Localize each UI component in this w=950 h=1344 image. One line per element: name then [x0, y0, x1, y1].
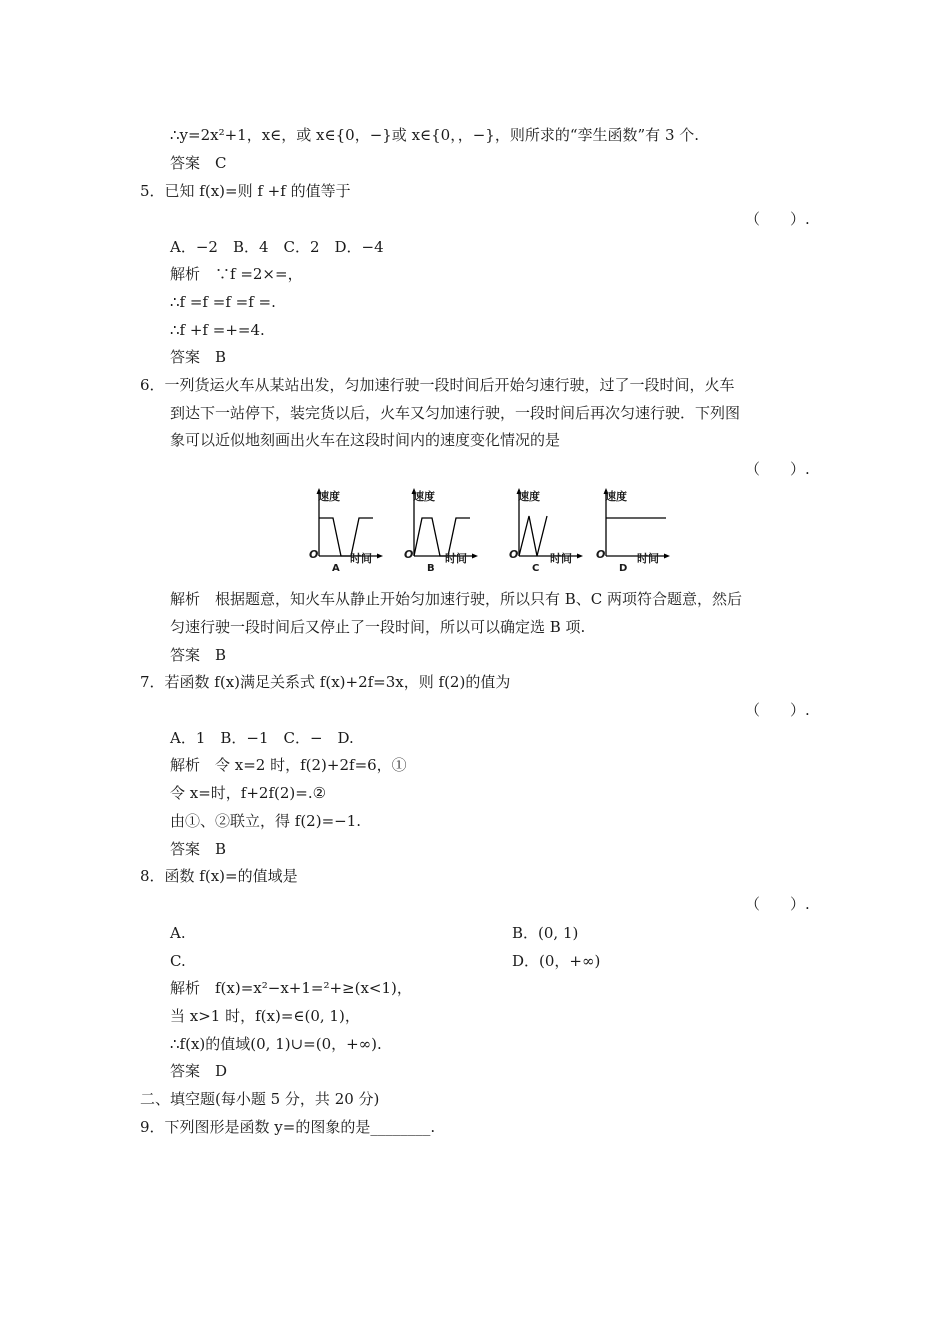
graph-d — [592, 486, 682, 576]
graph-letter-a: A — [332, 563, 340, 574]
y-axis-label: 速度 — [413, 490, 435, 503]
origin-label: O — [596, 548, 606, 561]
x-axis-label: 时间 — [550, 552, 572, 565]
options-q5: A．−2 B．4 C．2 D．−4 — [170, 238, 384, 256]
y-axis-label: 速度 — [318, 490, 340, 503]
question-6-line2: 到达下一站停下，装完货以后，火车又匀加速行驶，一段时间后再次匀速行驶．下列图 — [170, 404, 741, 422]
answer-blank-q5: （ ）. — [745, 210, 810, 228]
velocity-time-graphs — [305, 486, 685, 576]
question-6-line1: 6．一列货运火车从某站出发，匀加速行驶一段时间后开始匀速行驶，过了一段时间，火车 — [140, 376, 735, 394]
option-q8-a: A. — [170, 924, 186, 942]
question-6-line3: 象可以近似地刻画出火车在这段时间内的速度变化情况的是 — [170, 431, 561, 449]
analysis-q5-line1: 解析 ∵f =2×=， — [170, 265, 303, 283]
answer-q7: 答案 B — [170, 840, 227, 858]
analysis-q8-line2: 当 x>1 时，f(x)=∈(0, 1)， — [170, 1007, 360, 1025]
line-twin-function-conclusion: ∴y=2x²+1，x∈，或 x∈{0，−}或 x∈{0，，−}，则所求的“孪生函数”有 3 个. — [170, 126, 700, 144]
analysis-q7-line3: 由①、②联立，得 f(2)=−1. — [170, 812, 362, 830]
graph-letter-b: B — [427, 563, 435, 574]
answer-q4: 答案 C — [170, 154, 227, 172]
graph-a — [305, 486, 395, 576]
option-q8-c: C. — [170, 952, 186, 970]
analysis-q7-line2: 令 x=时，f+2f(2)=.② — [170, 784, 327, 802]
graph-letter-c: C — [532, 563, 540, 574]
analysis-q5-line2: ∴f =f =f =f =. — [170, 293, 276, 311]
question-5: 5．已知 f(x)=则 f +f 的值等于 — [140, 182, 351, 200]
origin-label: O — [509, 548, 519, 561]
question-8: 8．函数 f(x)=的值域是 — [140, 867, 298, 885]
graph-b — [400, 486, 490, 576]
x-axis-label: 时间 — [350, 552, 372, 565]
analysis-q5-line3: ∴f +f =+=4. — [170, 321, 265, 339]
options-q7: A．1 B．−1 C．− D. — [170, 729, 354, 747]
answer-blank-q8: （ ）. — [745, 895, 810, 913]
analysis-q6-line1: 解析 根据题意，知火车从静止开始匀加速行驶，所以只有 B、C 两项符合题意，然后 — [170, 590, 743, 608]
question-9: 9．下列图形是函数 y=的图象的是________. — [140, 1118, 436, 1136]
answer-q8: 答案 D — [170, 1062, 228, 1080]
y-axis-label: 速度 — [518, 490, 540, 503]
analysis-q6-line2: 匀速行驶一段时间后又停止了一段时间，所以可以确定选 B 项. — [170, 618, 586, 636]
x-axis-label: 时间 — [445, 552, 467, 565]
question-7: 7．若函数 f(x)满足关系式 f(x)+2f=3x，则 f(2)的值为 — [140, 673, 511, 691]
graph-letter-d: D — [619, 563, 628, 574]
answer-blank-q7: （ ）. — [745, 701, 810, 719]
option-q8-b: B．(0, 1) — [512, 924, 579, 942]
origin-label: O — [404, 548, 414, 561]
graph-c — [505, 486, 595, 576]
origin-label: O — [309, 548, 319, 561]
option-q8-d: D．(0，+∞) — [512, 952, 601, 970]
answer-q6: 答案 B — [170, 646, 227, 664]
section-heading-fill-in: 二、填空题(每小题 5 分，共 20 分) — [140, 1090, 380, 1108]
analysis-q7-line1: 解析 令 x=2 时，f(2)+2f=6，① — [170, 756, 407, 774]
answer-blank-q6: （ ）. — [745, 460, 810, 478]
analysis-q8-line1: 解析 f(x)=x²−x+1=²+≥(x<1)， — [170, 979, 412, 997]
x-axis-label: 时间 — [637, 552, 659, 565]
answer-q5: 答案 B — [170, 348, 227, 366]
analysis-q8-line3: ∴f(x)的值域(0, 1)∪=(0，+∞). — [170, 1035, 382, 1053]
y-axis-label: 速度 — [605, 490, 627, 503]
